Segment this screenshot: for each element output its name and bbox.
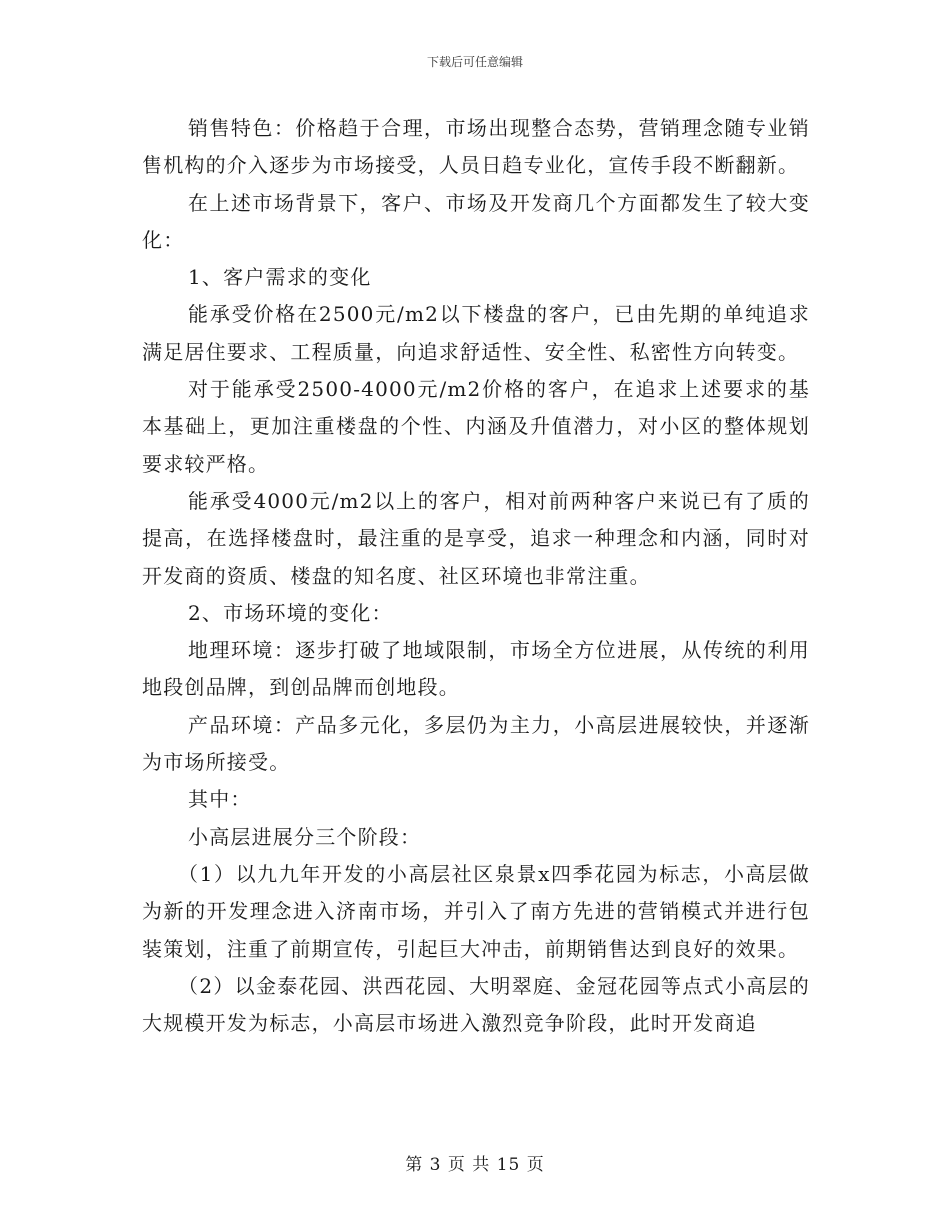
- paragraph: 能承受价格在2500元/m2以下楼盘的客户，已由先期的单纯追求满足居住要求、工程质量，向追求舒适性、安全性、私密性方向转变。: [142, 302, 810, 364]
- paragraph: 能承受4000元/m2以上的客户，相对前两种客户来说已有了质的提高，在选择楼盘时，最注重的是享受，追求一种理念和内涵，同时对开发商的资质、楼盘的知名度、社区环境也非常注重。: [142, 488, 810, 588]
- page-header: 下载后可任意编辑: [426, 55, 523, 69]
- list-item: （1）以九九年开发的小高层社区泉景x四季花园为标志，小高层做为新的开发理念进入济南市场，并引入了南方先进的营销模式并进行包装策划，注重了前期宣传，引起巨大冲击，前期销售达到良好的效果。: [142, 861, 810, 961]
- document-body: [142, 110, 810, 1042]
- paragraph: 对于能承受2500-4000元/m2价格的客户，在追求上述要求的基本基础上，更加注重楼盘的个性、内涵及升值潜力，对小区的整体规划要求较严格。: [142, 377, 810, 476]
- paragraph: 产品环境：产品多元化，多层仍为主力，小高层进展较快，并逐渐为市场所接受。: [142, 712, 810, 775]
- paragraph: 在上述市场背景下，客户、市场及开发商几个方面都发生了较大变化：: [142, 190, 810, 252]
- paragraph: 小高层进展分三个阶段：: [188, 824, 422, 849]
- page-number: 第 3 页 共 15 页: [405, 1155, 545, 1175]
- list-item: （2）以金泰花园、洪西花园、大明翠庭、金冠花园等点式小高层的大规模开发为标志，小高层市场进入激烈竞争阶段，此时开发商追: [142, 973, 810, 1036]
- section-heading: 2、市场环境的变化：: [188, 600, 393, 625]
- paragraph: 销售特色：价格趋于合理，市场出现整合态势，营销理念随专业销售机构的介入逐步为市场接受，人员日趋专业化，宣传手段不断翻新。: [142, 116, 810, 178]
- paragraph: 其中：: [188, 787, 252, 812]
- section-heading: 1、客户需求的变化: [188, 265, 372, 290]
- paragraph: 地理环境：逐步打破了地域限制，市场全方位进展，从传统的利用地段创品牌，到创品牌而创地段。: [142, 638, 810, 700]
